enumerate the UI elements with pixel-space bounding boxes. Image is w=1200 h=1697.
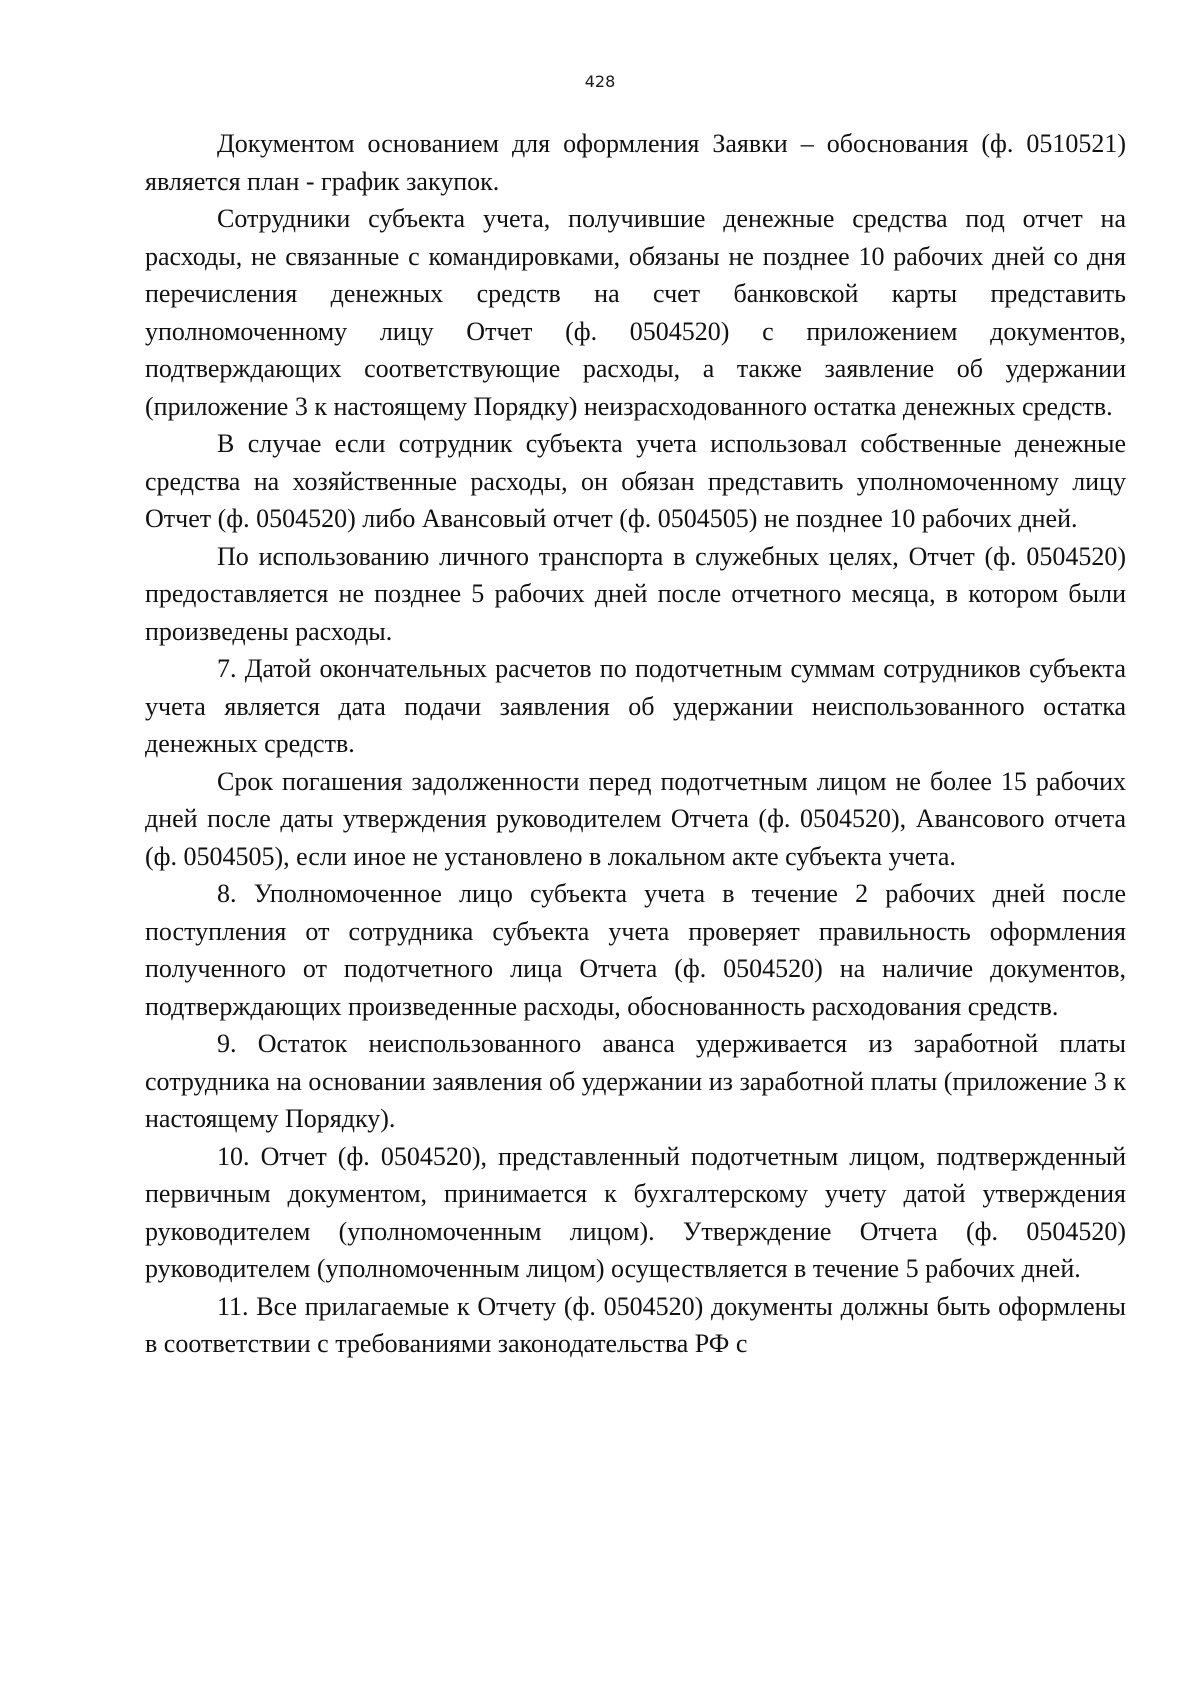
page-number: 428 bbox=[584, 72, 616, 91]
paragraph-personal-transport: По использованию личного транспорта в служебных целях, Отчет (ф. 0504520) предоставляется не позднее 5 рабочих дней после отчетного месяца, в котором были произведены расходы. bbox=[145, 541, 1126, 646]
paragraph-own-funds: В случае если сотрудник субъекта учета использовал собственные денежные средства на хозяйственные расходы, он обязан представить уполномоченному лицу Отчет (ф. 0504520) либо Авансовый отчет (ф. 0504505) не позднее 10 рабочих дней. bbox=[145, 429, 1126, 533]
paragraph-item-9: 9. Остаток неиспользованного аванса удерживается из заработной платы сотрудника на основании заявления об удержании из заработной платы (приложение 3 к настоящему Порядку). bbox=[145, 1029, 1126, 1133]
paragraph-basis-document: Документом основанием для оформления Заявки – обоснования (ф. 0510521) является план - график закупок. bbox=[145, 129, 1126, 196]
paragraph-item-8: 8. Уполномоченное лицо субъекта учета в течение 2 рабочих дней после поступления от сотрудника субъекта учета проверяет правильность оформления полученного от подотчетного лица Отчета (ф. 0504520) на наличие документов, подтверждающих произведенные расходы, обоснованность расходования средств. bbox=[145, 879, 1126, 1021]
paragraph-debt-repayment: Срок погашения задолженности перед подотчетным лицом не более 15 рабочих дней после даты утверждения руководителем Отчета (ф. 0504520), Авансового отчета (ф. 0504505), если иное не установлено в локальном акте субъекта учета. bbox=[145, 766, 1126, 871]
paragraph-employee-report-obligation: Сотрудники субъекта учета, получившие денежные средства под отчет на расходы, не связанные с командировками, обязаны не позднее 10 рабочих дней со дня перечисления денежных средств на счет банковской карты представить уполномоченному лицу Отчет (ф. 0504520) с приложением документов, подтверждающих соответствующие расходы, а также заявление об удержании (приложение 3 к настоящему Порядку) неизрасходованного остатка денежных средств. bbox=[145, 204, 1126, 421]
document-body bbox=[145, 125, 1126, 1363]
paragraph-item-10: 10. Отчет (ф. 0504520), представленный подотчетным лицом, подтвержденный первичным документом, принимается к бухгалтерскому учету датой утверждения руководителем (уполномоченным лицом). Утверждение Отчета (ф. 0504520) руководителем (уполномоченным лицом) осуществляется в течение 5 рабочих дней. bbox=[145, 1141, 1126, 1283]
paragraph-item-7: 7. Датой окончательных расчетов по подотчетным суммам сотрудников субъекта учета является дата подачи заявления об удержании неиспользованного остатка денежных средств. bbox=[145, 654, 1126, 758]
paragraph-item-11: 11. Все прилагаемые к Отчету (ф. 0504520) документы должны быть оформлены в соответствии с требованиями законодательства РФ с bbox=[145, 1291, 1126, 1358]
